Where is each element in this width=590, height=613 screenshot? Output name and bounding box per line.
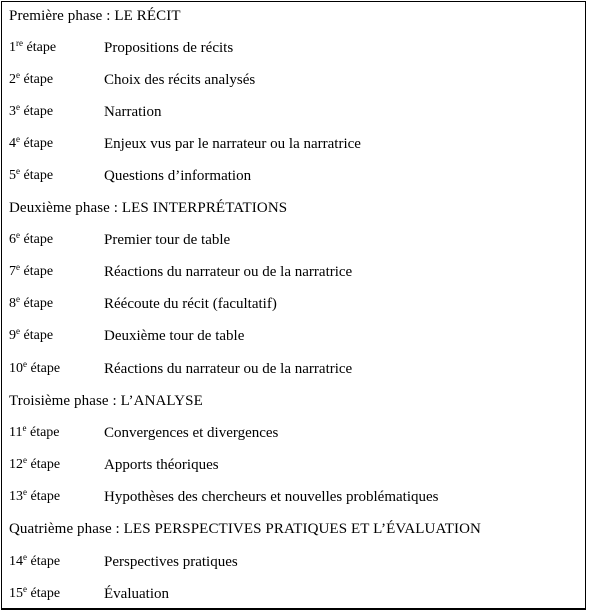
step-row	[2, 483, 585, 515]
step-title: Réécoute du récit (facultatif)	[104, 296, 277, 312]
step-title: Questions d’information	[104, 168, 252, 184]
step-title: Propositions de récits	[104, 40, 234, 56]
step-row	[2, 451, 585, 483]
step-title: Narration	[104, 104, 162, 120]
step-number: 8e étape	[9, 294, 54, 311]
step-row	[2, 322, 585, 354]
phases-table	[1, 1, 586, 610]
step-title: Réactions du narrateur ou de la narratrice	[104, 361, 353, 377]
step-number: 9e étape	[9, 326, 54, 343]
step-row	[2, 98, 585, 130]
step-number: 12e étape	[9, 455, 61, 472]
step-title: Hypothèses des chercheurs et nouvelles problématiques	[104, 489, 439, 505]
step-number: 6e étape	[9, 230, 54, 247]
step-number: 3e étape	[9, 102, 54, 119]
phase-heading: Deuxième phase : LES INTERPRÉTATIONS	[9, 200, 288, 216]
step-row	[2, 34, 585, 66]
step-title: Enjeux vus par le narrateur ou la narratrice	[104, 136, 361, 152]
step-title: Convergences et divergences	[104, 425, 279, 441]
step-number: 7e étape	[9, 262, 54, 279]
step-number: 4e étape	[9, 134, 54, 151]
phase-heading: Quatrième phase : LES PERSPECTIVES PRATIQUES ET L’ÉVALUATION	[9, 521, 481, 537]
step-number: 1re étape	[9, 38, 57, 55]
step-title: Deuxième tour de table	[104, 328, 245, 344]
phase-row	[2, 2, 585, 34]
step-title: Premier tour de table	[104, 232, 231, 248]
step-number: 15e étape	[9, 584, 61, 601]
phase-heading: Première phase : LE RÉCIT	[9, 8, 181, 24]
step-row	[2, 580, 585, 612]
step-number: 11e étape	[9, 423, 60, 440]
phase-row	[2, 515, 585, 547]
phase-heading: Troisième phase : L’ANALYSE	[9, 393, 203, 409]
step-row	[2, 226, 585, 258]
step-number: 13e étape	[9, 487, 61, 504]
step-row	[2, 130, 585, 162]
step-row	[2, 258, 585, 290]
step-row	[2, 66, 585, 98]
step-title: Choix des récits analysés	[104, 72, 256, 88]
step-title: Évaluation	[104, 586, 169, 602]
step-row	[2, 290, 585, 322]
step-title: Réactions du narrateur ou de la narratrice	[104, 264, 353, 280]
step-title: Perspectives pratiques	[104, 554, 238, 570]
phase-row	[2, 387, 585, 419]
step-row	[2, 162, 585, 194]
step-title: Apports théoriques	[104, 457, 219, 473]
step-row	[2, 419, 585, 451]
step-row	[2, 548, 585, 580]
step-number: 14e étape	[9, 552, 61, 569]
phase-row	[2, 194, 585, 226]
step-number: 10e étape	[9, 359, 61, 376]
step-number: 2e étape	[9, 70, 54, 87]
step-number: 5e étape	[9, 166, 54, 183]
step-row	[2, 355, 585, 387]
